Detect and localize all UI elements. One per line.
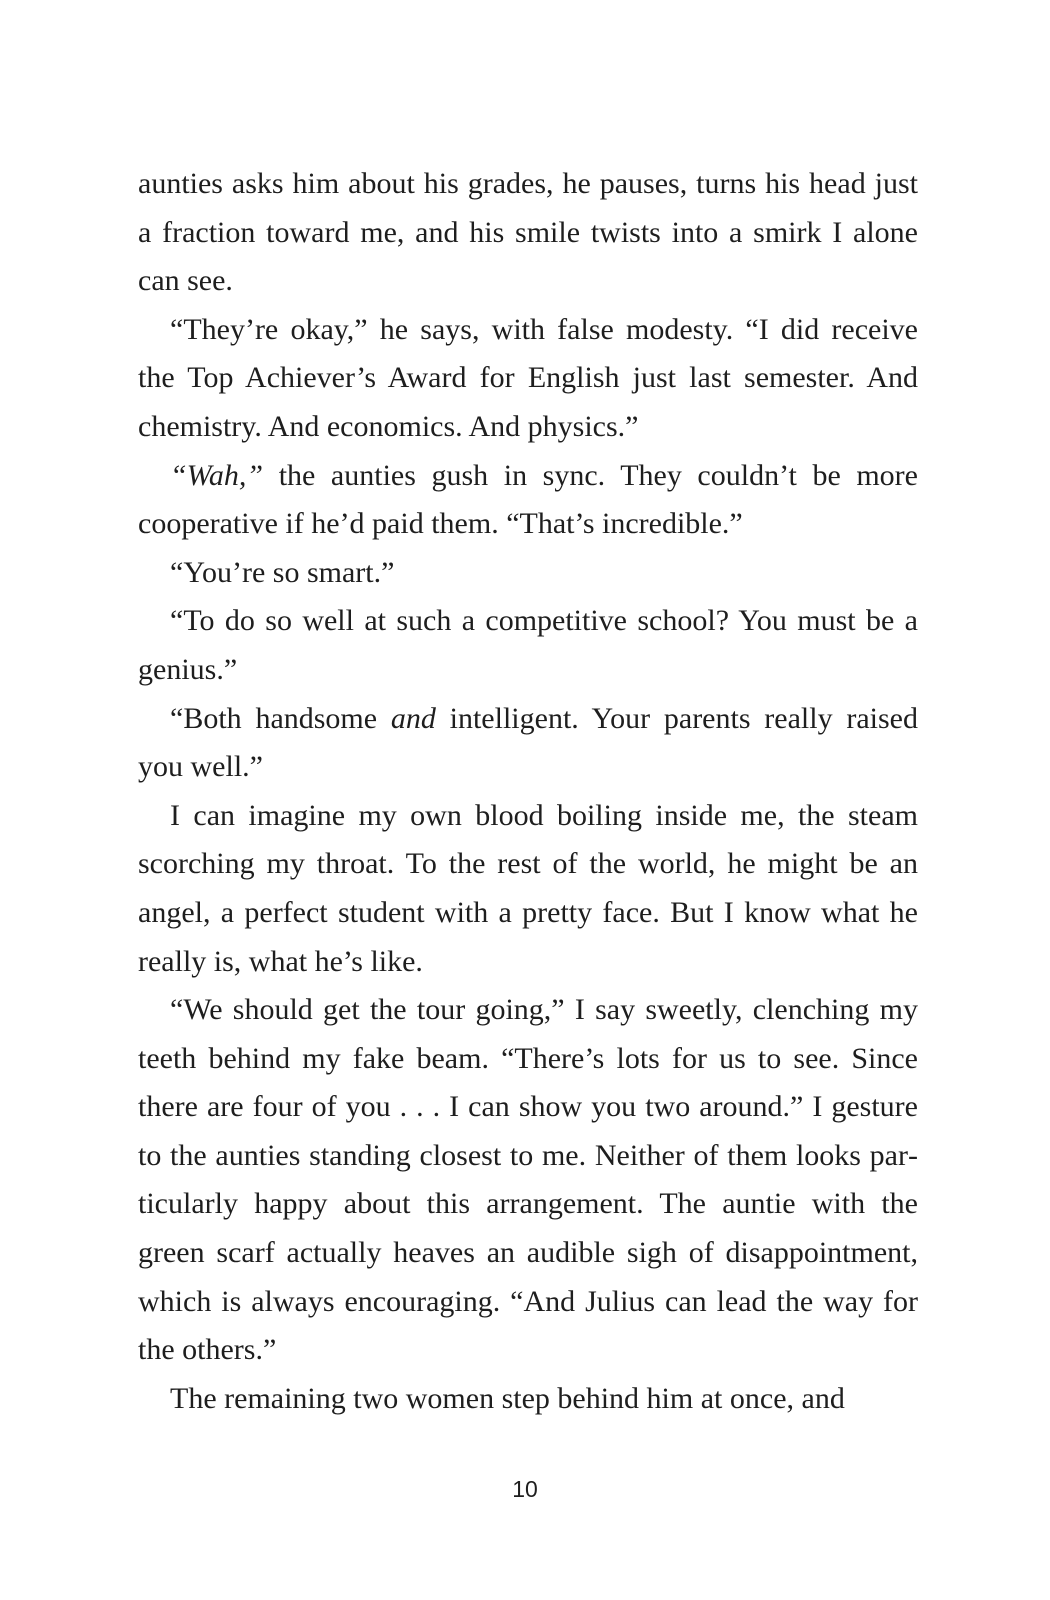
text-run: I can imagine my own blood boiling inside me, the steam scorching my throat. To the rest of the world, he might be an angel, a perfect student with a pretty face. But I know what he really is, what he’s like. — [138, 798, 918, 978]
paragraph — [138, 597, 918, 694]
page-number: 10 — [512, 1476, 538, 1502]
text-run: the aunties gush in sync. They couldn’t be more cooperative if he’d paid them. “That’s incredible.” — [138, 458, 918, 541]
italic-text: “Wah,” — [170, 458, 264, 492]
paragraph — [138, 306, 918, 452]
text-run: The remaining two women step behind him at once, and — [170, 1381, 845, 1415]
paragraph — [138, 986, 918, 1375]
paragraph — [138, 549, 918, 598]
body-text — [138, 160, 918, 1423]
text-run: intelligent. Your parents really raised you well.” — [138, 701, 918, 784]
text-run: “To do so well at such a competitive school? You must be a genius.” — [138, 604, 918, 686]
italic-text: and — [390, 701, 436, 735]
text-run: aunties asks him about his grades, he pauses, turns his head just a fraction toward me, and his smile twists into a smirk I alone can see. — [138, 167, 918, 298]
text-run: “We should get the tour going,” I say sweetly, clenching my teeth behind my fake beam. “There’s lots for us to see. Since there are four of you . . . I can show you two around.” I gesture to the aunties standing closest to me. Neither of them looks particularly happy about this arrangement. The auntie with the green scarf actually heaves an audible sigh of disappointment, which is always encouraging. “And Julius can lead the way for the others.” — [138, 993, 918, 1367]
text-run: “You’re so smart.” — [170, 555, 395, 589]
paragraph — [138, 695, 918, 792]
paragraph — [138, 792, 918, 986]
text-run: “They’re okay,” he says, with false modesty. “I did receive the Top Achiever’s Award for English just last semester. And chemistry. And economics. And physics.” — [138, 312, 918, 443]
paragraph — [138, 160, 918, 306]
paragraph — [138, 452, 918, 549]
text-run: “Both handsome — [170, 701, 391, 735]
paragraph — [138, 1375, 918, 1424]
